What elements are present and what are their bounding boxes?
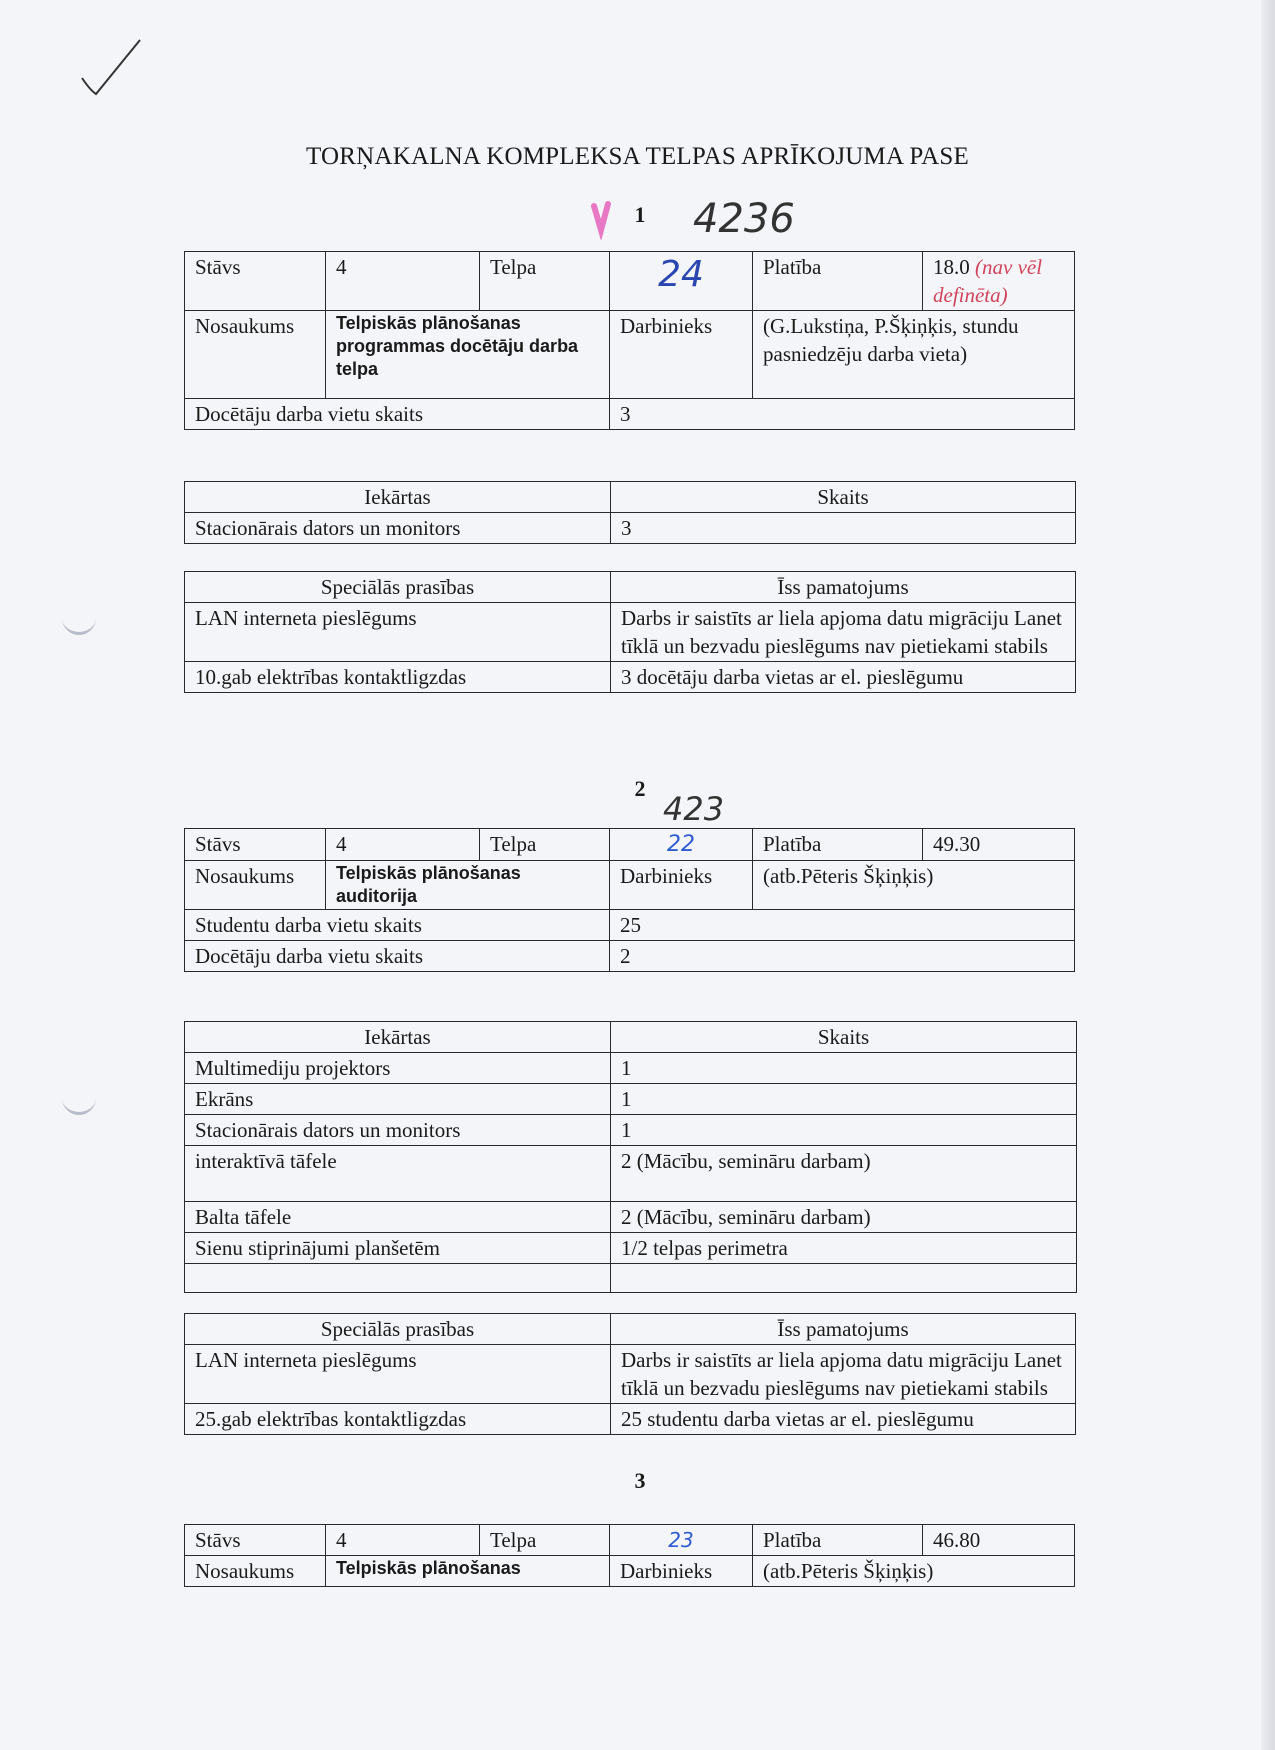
equipment-table (184, 481, 1076, 544)
employee-value: (G.Lukstiņa, P.Šķiņķis, stundu pasniedzēju darba vieta) (753, 311, 1075, 399)
area-note: (nav vēl definēta) (933, 255, 1043, 307)
equipment-item: Stacionārais dators un monitors (185, 1115, 611, 1146)
employee-value: (atb.Pēteris Šķiņķis) (753, 1556, 1075, 1587)
equipment-count: 3 (611, 513, 1076, 544)
employee-label: Darbinieks (610, 1556, 753, 1587)
table-row (185, 603, 1076, 662)
section-number: 1 (634, 202, 646, 227)
area-value: 49.30 (923, 829, 1075, 861)
empty-cell (611, 1264, 1077, 1293)
page-edge (1261, 0, 1275, 1750)
requirements-table (184, 1313, 1076, 1435)
table-row (185, 1115, 1077, 1146)
requirement: LAN interneta pieslēgums (185, 1345, 611, 1404)
name-value: Telpiskās plānošanas (326, 1556, 610, 1587)
equipment-item: Ekrāns (185, 1084, 611, 1115)
equipment-count: 2 (Mācību, semināru darbam) (611, 1202, 1077, 1233)
equipment-count: 1/2 telpas perimetra (611, 1233, 1077, 1264)
employee-label: Darbinieks (610, 861, 753, 910)
equipment-count: 1 (611, 1084, 1077, 1115)
floor-label: Stāvs (185, 252, 326, 311)
requirement: 10.gab elektrības kontaktligzdas (185, 662, 611, 693)
floor-label: Stāvs (185, 1525, 326, 1556)
name-label: Nosaukums (185, 1556, 326, 1587)
equipment-count: 1 (611, 1053, 1077, 1084)
equipment-table (184, 1021, 1077, 1293)
room-info-table (184, 828, 1075, 972)
floor-value: 4 (326, 829, 480, 861)
room-info-table (184, 1524, 1075, 1587)
reason: Darbs ir saistīts ar liela apjoma datu migrāciju Lanet tīklā un bezvadu pieslēgums nav pietiekami stabils (611, 1345, 1076, 1404)
count-header: Skaits (611, 1022, 1077, 1053)
requirement-header: Speciālās prasības (185, 572, 611, 603)
room-value: 23 (668, 1528, 694, 1552)
equipment-header: Iekārtas (185, 1022, 611, 1053)
room-value: 22 (667, 832, 695, 857)
section-number: 2 (634, 776, 646, 801)
room-label: Telpa (480, 829, 610, 861)
page-title: TORŅAKALNA KOMPLEKSA TELPAS APRĪKOJUMA PASE (306, 143, 969, 170)
equipment-item: Stacionārais dators un monitors (185, 513, 611, 544)
table-row (185, 1084, 1077, 1115)
equipment-item: Multimediju projektors (185, 1053, 611, 1084)
reason-header: Īss pamatojums (611, 572, 1076, 603)
teacher-seats-value: 2 (610, 941, 1075, 972)
floor-value: 4 (326, 252, 480, 311)
pink-mark-icon (590, 200, 612, 240)
equipment-count: 2 (Mācību, semināru darbam) (611, 1146, 1077, 1202)
room-label: Telpa (480, 252, 610, 311)
table-row (185, 1202, 1077, 1233)
teacher-seats-value: 3 (610, 399, 1075, 430)
empty-cell (185, 1264, 611, 1293)
reason-header: Īss pamatojums (611, 1314, 1076, 1345)
teacher-seats-label: Docētāju darba vietu skaits (185, 399, 610, 430)
equipment-item: Balta tāfele (185, 1202, 611, 1233)
employee-label: Darbinieks (610, 311, 753, 399)
equipment-item: Sienu stiprinājumi planšetēm (185, 1233, 611, 1264)
requirement: 25.gab elektrības kontaktligzdas (185, 1404, 611, 1435)
teacher-seats-label: Docētāju darba vietu skaits (185, 941, 610, 972)
punch-hole (62, 610, 96, 635)
table-row (185, 1404, 1076, 1435)
area-cell (923, 252, 1075, 311)
name-value: Telpiskās plānošanas auditorija (326, 861, 610, 910)
table-row (185, 513, 1076, 544)
table-row (185, 662, 1076, 693)
reason: 3 docētāju darba vietas ar el. pieslēgumu (611, 662, 1076, 693)
room-label: Telpa (480, 1525, 610, 1556)
floor-label: Stāvs (185, 829, 326, 861)
employee-value: (atb.Pēteris Šķiņķis) (753, 861, 1075, 910)
name-label: Nosaukums (185, 861, 326, 910)
requirement: LAN interneta pieslēgums (185, 603, 611, 662)
area-label: Platība (753, 252, 923, 311)
name-label: Nosaukums (185, 311, 326, 399)
section-number: 3 (634, 1468, 646, 1493)
floor-value: 4 (326, 1525, 480, 1556)
name-value: Telpiskās plānošanas programmas docētāju darba telpa (326, 311, 610, 399)
table-row (185, 1146, 1077, 1202)
requirements-table (184, 571, 1076, 693)
checkmark-icon (80, 38, 150, 108)
handwritten-code: 423 (663, 790, 725, 828)
area-value: 18.0 (933, 255, 970, 279)
punch-hole (62, 1090, 96, 1115)
equipment-count: 1 (611, 1115, 1077, 1146)
table-row-empty (185, 1264, 1077, 1293)
area-label: Platība (753, 829, 923, 861)
table-row (185, 1345, 1076, 1404)
area-value: 46.80 (923, 1525, 1075, 1556)
requirement-header: Speciālās prasības (185, 1314, 611, 1345)
handwritten-code: 4236 (693, 196, 795, 242)
student-seats-label: Studentu darba vietu skaits (185, 910, 610, 941)
count-header: Skaits (611, 482, 1076, 513)
equipment-item: interaktīvā tāfele (185, 1146, 611, 1202)
room-value: 24 (658, 254, 704, 295)
student-seats-value: 25 (610, 910, 1075, 941)
table-row (185, 1233, 1077, 1264)
reason: Darbs ir saistīts ar liela apjoma datu migrāciju Lanet tīklā un bezvadu pieslēgums nav pietiekami stabils (611, 603, 1076, 662)
room-info-table (184, 251, 1075, 430)
table-row (185, 1053, 1077, 1084)
equipment-header: Iekārtas (185, 482, 611, 513)
area-label: Platība (753, 1525, 923, 1556)
reason: 25 studentu darba vietas ar el. pieslēgumu (611, 1404, 1076, 1435)
